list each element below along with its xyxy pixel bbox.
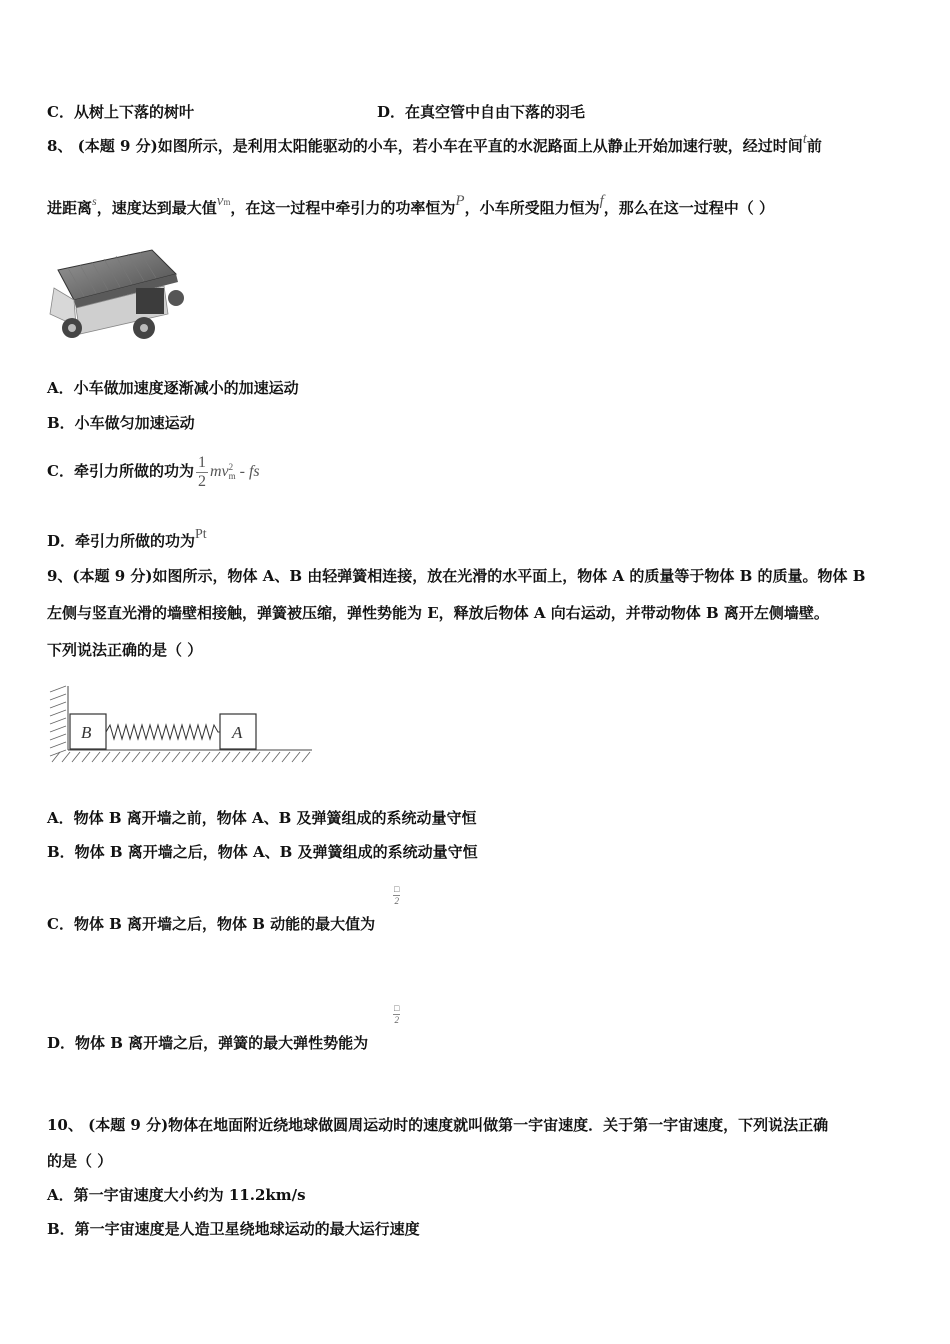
q8-frac-den: 2 bbox=[197, 472, 206, 490]
q8-var-t: t bbox=[802, 131, 807, 147]
spring bbox=[106, 725, 220, 739]
prev-option-d: D．在真空管中自由下落的羽毛 bbox=[377, 103, 586, 121]
q8-var-f: f bbox=[599, 193, 604, 209]
q8-var-v-sub: m bbox=[223, 197, 231, 207]
q8-stem-line2 bbox=[47, 193, 774, 220]
q8-var-s: s bbox=[92, 194, 97, 208]
q10-stem-line2: 的是（ ） bbox=[47, 1152, 113, 1170]
q8-var-v: v bbox=[216, 193, 224, 209]
prev-option-c: C．从树上下落的树叶 bbox=[47, 103, 194, 121]
q8-seg4: ，小车所受阻力恒为 bbox=[464, 199, 600, 217]
q8-seg3: ，在这一过程中牵引力的功率恒为 bbox=[230, 199, 456, 217]
q8-frac-num: 1 bbox=[197, 453, 206, 471]
q9-c-frac-num: □ bbox=[394, 884, 400, 894]
q9-stem-line1: 9、(本题 9 分)如图所示，物体 A、B 由轻弹簧相连接，放在光滑的水平面上，物体 A 的质量等于物体 B 的质量。物体 B bbox=[47, 567, 866, 585]
q9-option-c: C．物体 B 离开墙之后，物体 B 动能的最大值为 bbox=[47, 915, 376, 933]
solar-car-image bbox=[44, 248, 189, 348]
block-a-label: A bbox=[232, 723, 243, 742]
block-b-label: B bbox=[81, 723, 92, 742]
q8-option-c-fraction bbox=[196, 454, 208, 491]
q8-seg5: ，那么在这一过程中（ ） bbox=[603, 199, 774, 217]
q9-option-d: D．物体 B 离开墙之后，弹簧的最大弹性势能为 bbox=[47, 1034, 369, 1052]
q8-stem-line1 bbox=[47, 131, 822, 157]
q10-option-a: A．第一宇宙速度大小约为 11.2km/s bbox=[47, 1186, 306, 1204]
q8-option-c-text: C．牵引力所做的功为 bbox=[47, 462, 194, 480]
q8-option-c-expr bbox=[210, 463, 260, 480]
q8-option-a: A．小车做加速度逐渐减小的加速运动 bbox=[47, 379, 299, 397]
q9-option-d-fraction bbox=[393, 1003, 400, 1026]
q8-seg1: 进距离 bbox=[47, 199, 93, 217]
q8-expr-mv: mv bbox=[209, 463, 229, 480]
q9-option-b: B．物体 B 离开墙之后，物体 A、B 及弹簧组成的系统动量守恒 bbox=[47, 843, 478, 861]
q8-expr-sub: m bbox=[228, 471, 236, 482]
q8-var-p: P bbox=[455, 193, 465, 209]
q8-option-d bbox=[47, 527, 207, 553]
q9-option-c-fraction bbox=[393, 884, 400, 907]
q9-d-frac-den: 2 bbox=[394, 1015, 399, 1025]
q8-var-vm bbox=[217, 193, 231, 209]
q8-option-d-text: D．牵引力所做的功为 bbox=[47, 532, 196, 550]
q9-stem-line2: 左侧与竖直光滑的墙壁相接触，弹簧被压缩，弹性势能为 E，释放后物体 A 向右运动，并带动物体 B 离开左侧墙壁。 bbox=[47, 604, 829, 622]
q8-option-d-expr: Pt bbox=[195, 527, 207, 542]
q8-option-c bbox=[47, 448, 260, 495]
q8-option-b: B．小车做匀加速运动 bbox=[47, 414, 195, 432]
q8-stem-end: 前 bbox=[806, 137, 822, 155]
q9-stem-line3: 下列说法正确的是（ ） bbox=[47, 641, 203, 659]
q9-option-a: A．物体 B 离开墙之前，物体 A、B 及弹簧组成的系统动量守恒 bbox=[47, 809, 477, 827]
q8-expr-sup: 2 bbox=[228, 462, 234, 473]
q10-option-b: B．第一宇宙速度是人造卫星绕地球运动的最大运行速度 bbox=[47, 1220, 420, 1238]
q9-c-frac-den: 2 bbox=[394, 896, 399, 906]
q8-expr-rest: - fs bbox=[235, 463, 260, 480]
q8-seg2: ，速度达到最大值 bbox=[96, 199, 217, 217]
q9-d-frac-num: □ bbox=[394, 1003, 400, 1013]
q10-stem-line1: 10、 (本题 9 分)物体在地面附近绕地球做圆周运动时的速度就叫做第一宇宙速度．关于第一宇宙速度，下列说法正确 bbox=[47, 1116, 829, 1134]
spring-blocks-diagram bbox=[46, 684, 316, 766]
q8-stem-text1: 8、 (本题 9 分)如图所示，是利用太阳能驱动的小车，若小车在平直的水泥路面上从静止开始加速行驶，经过时间 bbox=[47, 137, 803, 155]
